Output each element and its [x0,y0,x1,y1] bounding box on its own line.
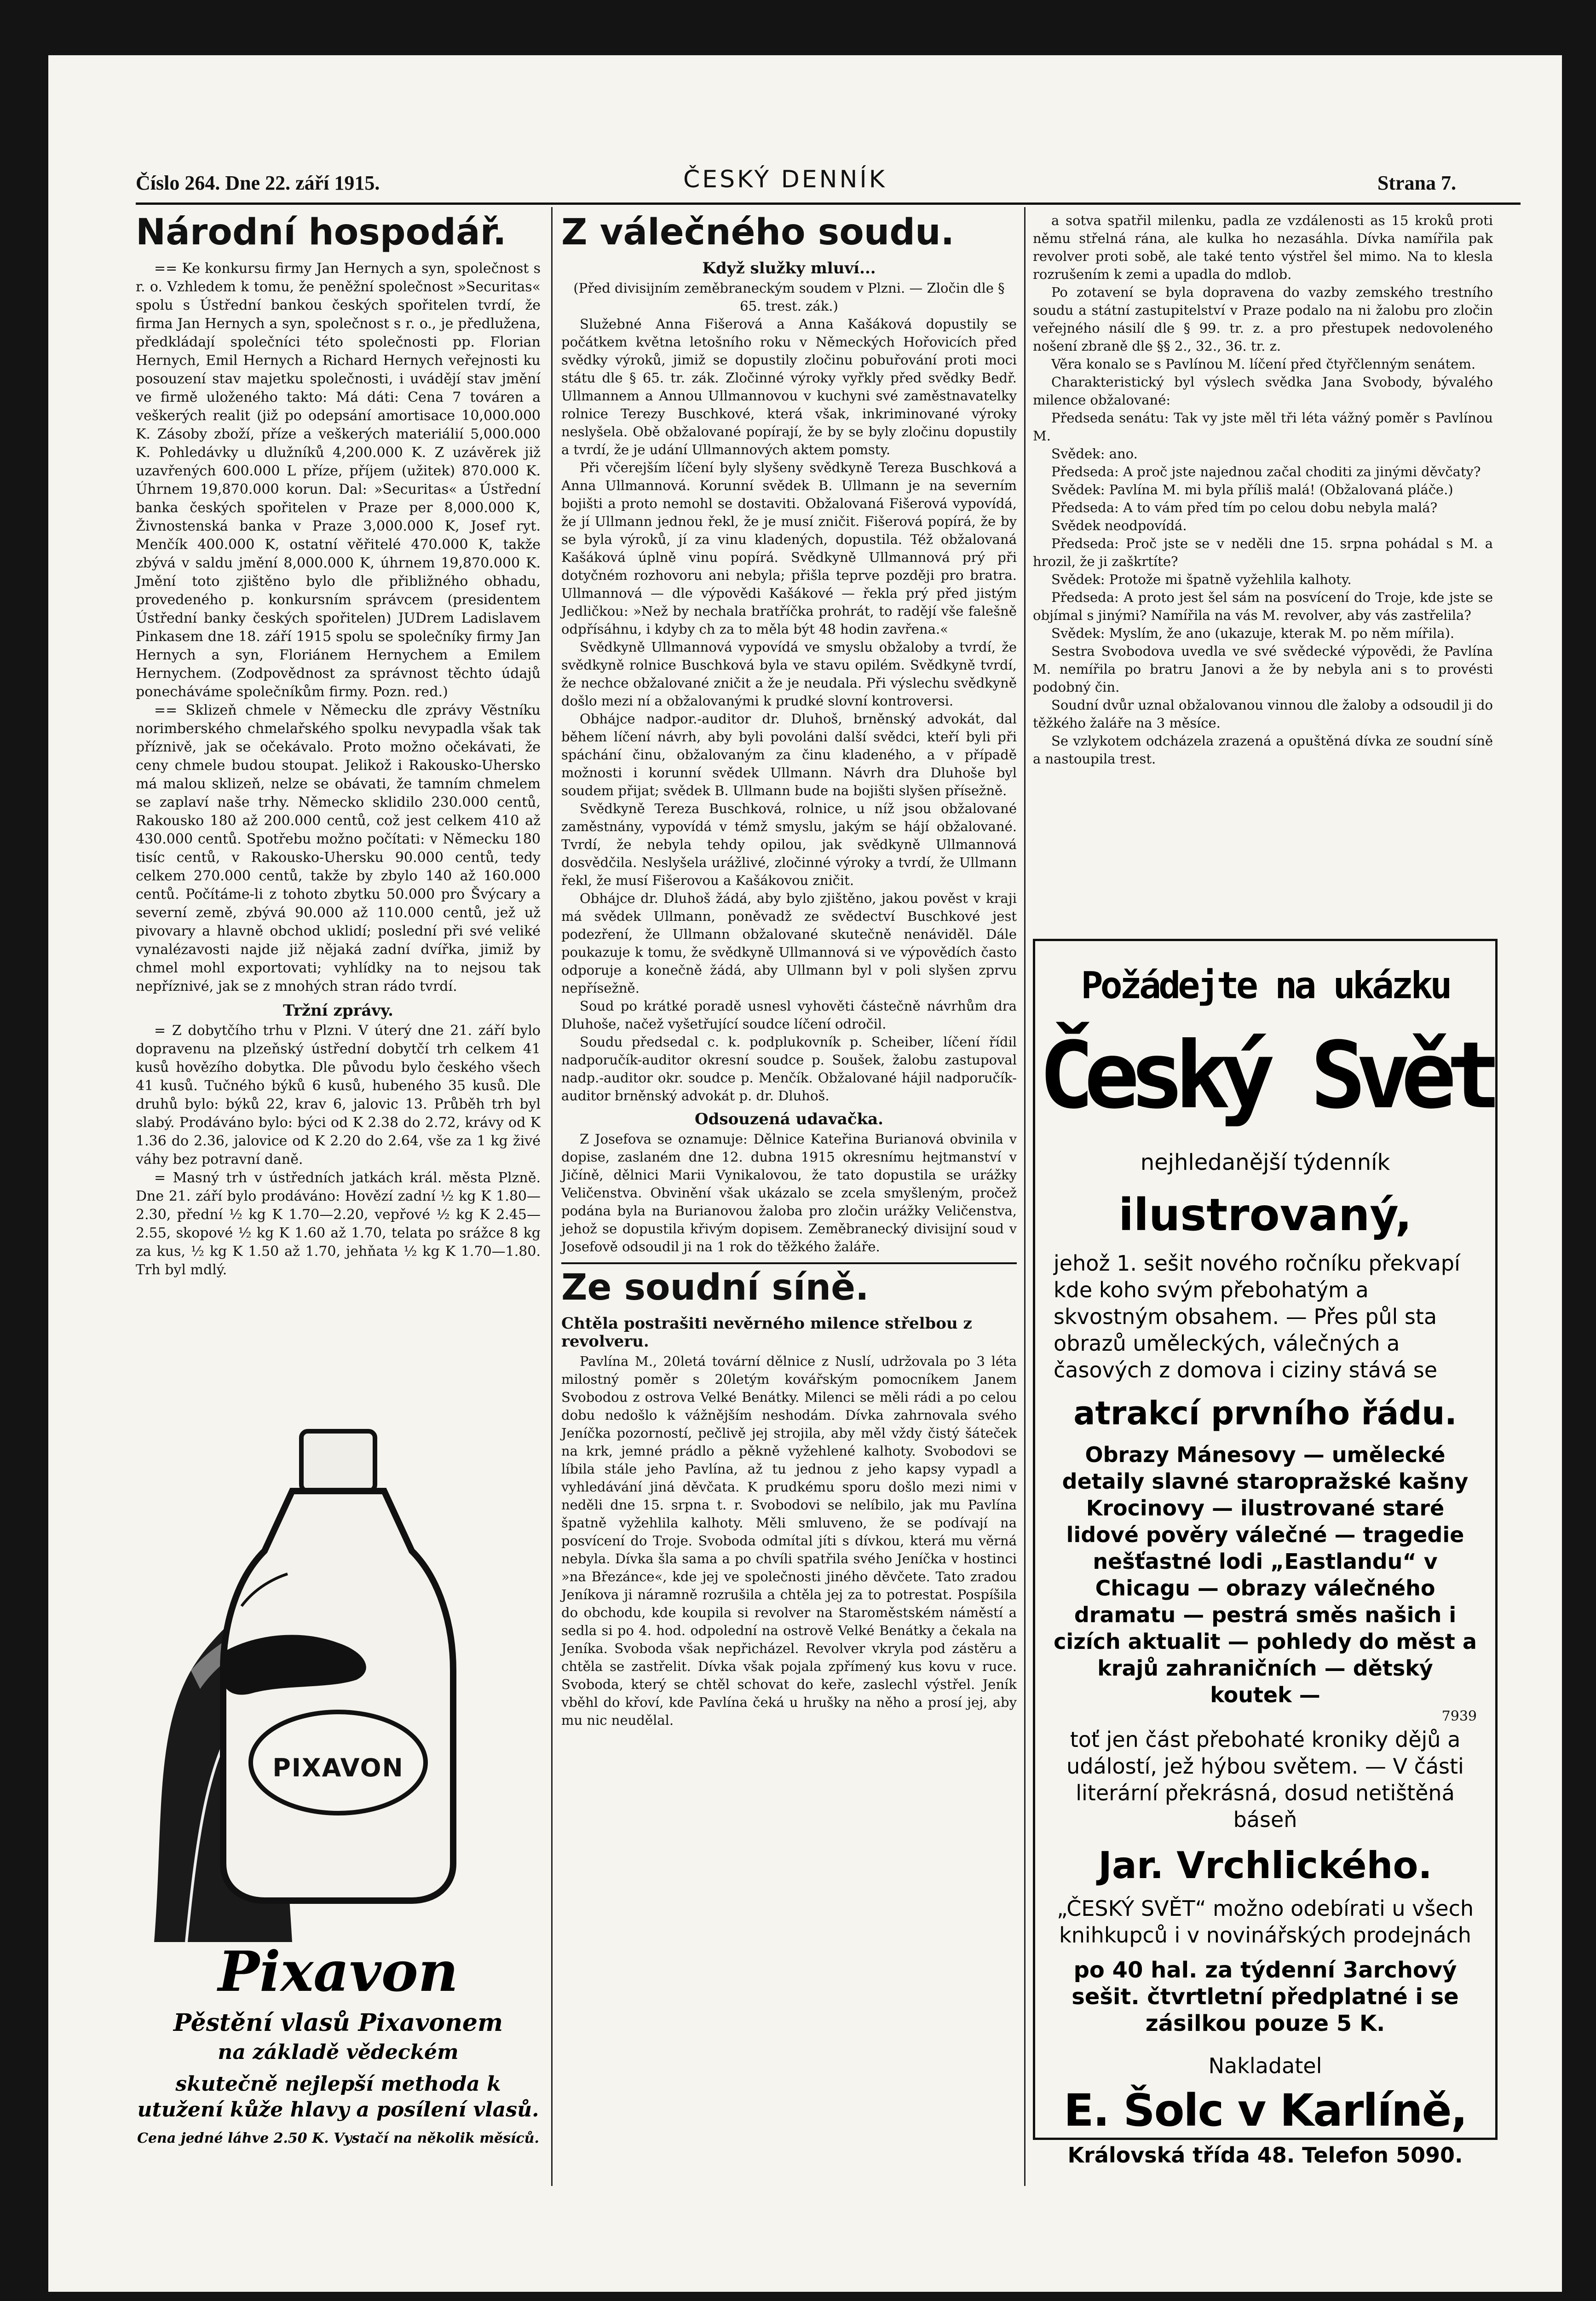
article-maids-p6: Obhájce dr. Dluhoš žádá, aby bylo zjištěno, jakou pověst v kraji má svědek Ullmann, poněvadž ze svědectví Buschkové jest podezření, že Ullmann obžalované skutečně nenáviděl. Dále poukazuje k tomu, že svědkyně Ullmannová si ve výpovědích často odporuje a konečně žádá, aby Ullmann byl v poli slyšen zprvu nepřísežně. [561,890,1017,996]
pixavon-brand: Pixavon [218,1939,459,2004]
newspaper-title: ČESKÝ DENNÍK [683,166,887,193]
article-hops: == Sklizeň chmele v Německu dle zprávy Věstníku norimberského chmelařského spolku nevypadla však tak příznivě, jak se očekávalo. Proto možno očekávati, že ceny chmele budou stoupat. Jelikož i Rakousko-Uhersko má malou sklizeň, nelze se obávati, že tamním chmelem se zaplaví naše trhy. Německo sklidilo 230.000 centů, Rakousko 180 až 200.000 centů, což jest celkem 410 až 430.000 centů. Spotřebu možno počítati: v Německu 180 tisíc centů, v Rakousko-Uhersku 90.000 centů, tedy celkem 270.000 centů, takže by zbylo 140 až 160.000 centů. Počítáme-li z tohoto zbytku 50.000 pro Švýcary a severní země, zbývá 90.000 až 110.000 centů, jež už pivovary a hlavně obchod uklidí; poslední při své veliké vynalézavosti najde již nějaká zadní dvířka, jimiž by chmel mohl exportovati; vyhlídky na to nejsou tak nepříznivé, jak se z mnohých stran rádo tvrdí. [136,702,541,994]
article-revolver-p7: Soudní dvůr uznal obžalovanou vinnou dle žaloby a odsoudil ji do těžkého žaláře na 3 měsíce. [1033,697,1493,731]
article-cattle-market: = Z dobytčího trhu v Plzni. V úterý dne 21. září bylo dopravenu na plzeňský ústřední dobytčí trh celkem 41 kusů hovězího dobytka. Dle původu bylo českého všech 41 kusů. Tučného býků 6 kusů, hubeného 35 kusů. Dle druhů bylo: býků 22, krav 6, jalovic 13. Průběh trh byl slabý. Prodáváno bylo: býci od K 2.38 do 2.72, krávy od K 1.36 do 2.36, jalovice od K 2.20 do 2.64, vše za 1 kg živé váhy bez potravní daně. [136,1023,541,1168]
newspaper-page [48,55,1562,2292]
column-divider [551,207,553,2186]
ad-issue-text: jehož 1. sešit nového ročníku překvapí kde koho svým přebohatým a skvostným obsahem. — Přes půl sta obrazů uměleckých, válečných a časových z domova i ciziny stává se [1054,1251,1460,1382]
article-revolver-p1: Pavlína M., 20letá tovární dělnice z Nuslí, udržovala po 3 léta milostný poměr s 20letým kovářským pomocníkem Janem Svobodou z ostrova Velké Benátky. Milenci se měli rádi a po celou dobu nedošlo k vážnějším neshodám. Dívka zahrnovala svého Jeníčka pozorností, pečlivě jej strojila, aby měl vždy čistý šáteček na krk, jemné prádlo a pěkně vyžehlené kalhoty. Svobodovi se líbila stále jeho Pavlína, až tu jednou z jeho kapsy vypadl a vyhledávání jiná děvčata. K prudkému sporu došlo mezi nimi v neděli dne 15. srpna t. r. Svobodovi se nelíbilo, jak mu Pavlína špatně vyžehlila kalhoty. Měli smluveno, že se podívají na posvícení do Troje. Svoboda odmítal jíti s dívkou, která mu věrná nebyla. Dívka šla sama a po chvíli spatřila svého Jeníčka v hostinci »na Březánce«, kde jej ve společnosti jiného děvčete. Tato zradou Jeníkova ji náramně rozrušila a chtěla jej za to potrestat. Pospíšila do obchodu, kde koupila si revolver na Staroměstském náměstí a sedla si po 4. hod. odpolední na ostrově Velké Benátky a čekala na Jeníka. Svoboda však nepřicházel. Revolver vkryla pod zástěru a chtěla se zastřelit. Dívka však pojala zpřímený kus kovu v ruce. Svoboda, který se chtěl schovat do keře, zaslechl výstřel. Jeník vběhl do křoví, kde Pavlína čeká u hrušky na něho a prosí jej, aby mu nic neudělal. [561,1353,1017,1728]
article-hernych: == Ke konkursu firmy Jan Hernych a syn, společnost s r. o. Vzhledem k tomu, že peněžní společnost »Securitas« spolu s Ústřední bankou českých spořitelen tvrdí, že firma Jan Hernych a syn, společnost s r. o., je předlužena, předkládají společníci této společnosti pp. Florian Hernych, Emil Hernych a Richard Hernych veřejnosti ku posouzení stav majetku společnosti, i uvádějí stav jmění ve firmě uloženého takto: Má dáti: Cena 7 továren a veškerých realit (již po odepsání amortisace 10,000.000 K. Zásoby zboží, příze a veškerých materiálií 5,000.000 K. Pohledávky u dlužníků 4,200.000 K. Z uzávěrek již uzavřených 600.000 L příze, příjem (užitek) 870.000 K. Úhrnem 19,870.000 korun. Dal: »Securitas« a Ústřední banka českých spořitelen v Praze per 8,000.000 K, Živnostenská banka v Praze 3,000.000 K, Josef ryt. Menčík 400.000 K, ostatní věřitelé 470.000 K, takže zbývá v saldu jmění 8,000.000 K, úhrnem 19,870.000 K. Jmění toto zjištěno bylo dle přibližného obhadu, provedeného p. konkursním správcem (presidentem Ústřední banky českých spořitelen) JUDrem Ladislavem Pinkasem dne 18. září 1915 spolu se společníky firmy Jan Hernych a syn, Floriánem Hernychem a Emilem Hernychem. (Zodpovědnost za správnost těchto údajů ponecháváme společníkům firmy. Pozn. red.) [136,260,541,700]
ad-distribution: „ČESKÝ SVĚT“ možno odebírati u všech knihkupců i v novinářských prodejnách [1056,1896,1474,1948]
ad-illustrated: ilustrovaný, [1118,1189,1412,1241]
ad-publisher-name: E. Šolc v Karlíně, [1063,2085,1467,2136]
article-revolver-p6: Sestra Svobodova uvedla ve své svědecké výpovědi, že Pavlína M. nemířila po bratru Janovi a že by nebyla ani s to provésti podobný čin. [1033,643,1493,695]
ad-chronicle: toť jen část přebohaté kroniky dějů a událostí, jež hýbou světem. — V části literární překrásná, dosud netištěná báseň [1066,1727,1464,1832]
ad-headline: Požádejte na ukázku [1081,964,1450,1007]
column-divider [1024,207,1026,2186]
section-title-court-room: Ze soudní síně. [561,1267,869,1308]
ad-publisher-label: Nakladatel [1208,2053,1322,2078]
dialogue-line: Předseda: A proto jest šel sám na posvícení do Troje, kde jste se objímal s jinými? Namířila na vás M. revolver, aby vás zastřelila? [1033,590,1493,623]
section-divider [561,1262,1017,1264]
pixavon-scientific: na základě vědeckém [218,2041,459,2064]
market-reports-heading: Tržní zprávy. [283,1001,393,1020]
article-revolver-p8: Se vzlykotem odcházela zrazená a opuštěná dívka ze soudní síně a nastoupila trest. [1033,733,1493,767]
dialogue-line: Předseda: Proč jste se v neděli dne 15. srpna pohádal s M. a hrozil, že ji zaškrtíte? [1033,536,1493,569]
article-maids-p1: Služebné Anna Fišerová a Anna Kašáková dopustily se počátkem května letošního roku v Německých Hořovicích před svědky výroků, jimiž se dopustily zločinu pobuřování proti moci státu dle § 65. tr. zák. Zločinné výroky vyřkly před svědky Bedř. Ullmannem a Annou Ullmannovou v kuchyni své zaměstnavatelky rolnice Terezy Buschkové, která však, inkriminované výroky neslyšela. Obě obžalované popírají, že by se byly zločinu dopustily a tvrdí, že je udání Ullmannových aktem pomsty. [561,316,1017,457]
dialogue-line: Předseda senátu: Tak vy jste měl tři léta vážný poměr s Pavlínou M. [1033,410,1493,444]
article-maids-p7: Soud po krátké poradě usnesl vyhověti částečně návrhům dra Dluhoše, načež vyšetřující soudce líčení odročil. [561,998,1017,1032]
section-title-war-court: Z válečného soudu. [561,212,955,253]
article-maids-p4: Obhájce nadpor.-auditor dr. Dluhoš, brněnský advokát, dal během líčení návrh, aby byli povoláni další svědci, kteří byli při spáchání činu, obžalovaným za činu kladeného, a v případě možnosti i korunní svědek Ullmann. Návrh dra Dluhoše byl soudem přijat; svědek B. Ullmann bude na bojišti slyšen přísežně. [561,711,1017,798]
issue-date: Číslo 264. Dne 22. září 1915. [136,172,380,194]
article-revolver-p4: Věra konalo se s Pavlínou M. líčení před čtyřčlenným senátem. [1051,356,1476,372]
article-maids-p8: Soudu předsedal c. k. podplukovník p. Scheiber, líčení řídil nadporučík-auditor okresní soudce p. Soušek, žalobu zastupoval nadp.-auditor okr. soudce p. Menčík. Obžalované hájil nadporučík-auditor brněnský advokát p. dr. Dluhoš. [561,1034,1017,1104]
column-court [561,212,1017,2200]
column-economy [136,212,541,1408]
court-note: (Před divisijním zeměbraneckým soudem v Plzni. — Zločin dle § 65. trest. zák.) [573,280,1005,314]
article-maids-p2: Při včerejším líčení byly slyšeny svědkyně Tereza Buschková a Anna Ullmannová. Korunní svědek B. Ullmann je na severním bojišti a proto nemohl se dostaviti. Obžalovaná Fišerová vypovídá, že jí Ullmann jednou řekl, že je musí zničit. Fišerová popírá, že by se byla výroků, jí za vinu kladených, dopustila. Též obžalovaná Kašáková úplně vinu popírá. Svědkyně Ullmannová prý při dotyčném rozhovoru ani nebyla; přišla teprve později pro bratra. Ullmannová — dle výpovědi Kašákové — řekla prý před jistým Jedličkou: »Než by nechala bratříčka prohrát, to radějí vše falešně odpřísáhnu, i kdyby ch za to měla být 48 hodin zavřena.« [561,460,1017,637]
section-title-economy: Národní hospodář. [136,212,507,253]
ad-address: Královská třída 48. Telefon 5090. [1067,2143,1463,2168]
header-divider [136,202,1521,205]
dialogue-line: Svědek: ano. [1051,446,1138,462]
dialogue-line: Svědek neodpovídá. [1051,518,1187,533]
article-revolver-p2: a sotva spatřil milenku, padla ze vzdálenosti as 15 kroků proti němu střelná rána, ale kulka ho nezasáhla. Dívka namířila pak revolver proti sobě, ale také tento výstřel šel mimo. Na to klesla rozrušením k zemi a upadla do mdlob. [1033,213,1493,282]
pixavon-price: Cena jedné láhve 2.50 K. Vystačí na několik měsíců. [137,2130,539,2146]
article-revolver-p5: Charakteristický byl výslech svědka Jana Svobody, bývalého milence obžalované: [1033,374,1493,408]
dialogue-line: Předseda: A proč jste najednou začal choditi za jinými děvčaty? [1051,464,1481,480]
ad-contents: Obrazy Mánesovy — umělecké detaily slavné staropražské kašny Krocinovy — ilustrované staré lidové pověry válečné — tragedie nešťastné lodi „Eastlandu“ v Chicagu — obrazy válečného dramatu — pestrá směs našich i cizích aktualit — pohledy do měst a krajů zahraničních — dětský koutek — [1054,1442,1477,1707]
ad-magazine-name: Český Svět [1038,1022,1492,1129]
ad-price: po 40 hal. za týdenní 3archový sešit. čtvrtletní předplatné i se zásilkou pouze 5 K. [1072,1957,1459,2036]
article-informer: Z Josefova se oznamuje: Dělnice Kateřina Burianová obvinila v dopise, zaslaném dne 12. dubna 1915 okresnímu hejtmanství v Jičíně, dělnici Marii Vynikalovou, že tato dopustila se urážky Veličenstva. Obvinění však ukázalo se zcela smyšleným, pročež podána byla na Burianovou žaloba pro zločin urážky Veličenstva, jehož se dopustila křivým dopisem. Zeměbranecký divisijní soud v Josefově odsoudil ji na 1 rok do těžkého žaláře. [561,1131,1017,1255]
pixavon-slogan: Pěstění vlasů Pixavonem [173,2009,503,2037]
dialogue-line: Předseda: A to vám před tím po celou dobu nebyla malá? [1051,500,1438,515]
ad-code: 7939 [1441,1708,1477,1724]
pixavon-claim: skutečně nejlepší methoda k utužení kůže hlavy a posílení vlasů. [137,2072,539,2122]
column-court-continued [1033,212,1493,930]
ad-attraction: atrakcí prvního řádu. [1073,1394,1457,1432]
article-maids-p3: Svědkyně Ullmannová vypovídá ve smyslu obžaloby a tvrdí, že svědkyně rolnice Buschková byla ve stavu opilém. Svědkyně tvrdí, že nechce obžalované zničit a že je neudala. Při výslechu svědkyně došlo mezi ní a obžalovanými k prudké slovní kontroversi. [561,639,1017,709]
ad-subtitle: nejhledanější týdenník [1140,1150,1390,1175]
pixavon-advertisement [136,1413,541,2195]
dialogue-line: Svědek: Pavlína M. mi byla příliš malá! (Obžalovaná pláče.) [1051,482,1453,497]
page-number: Strana 7. [1377,172,1456,194]
ad-poet: Jar. Vrchlického. [1098,1844,1432,1887]
article-revolver-p3: Po zotavení se byla dopravena do vazby zemského trestního soudu a státní zastupitelství v Praze podalo na ni žalobu pro zločin veřejného násilí dle § 99. tr. z. a pro přestupek nedovoleného nošení zbraně dle §§ 2., 32., 36. tr. z. [1033,284,1493,354]
cesky-svet-advertisement [1033,939,1498,2168]
article-heading-maids: Když služky mluví... [702,259,876,278]
article-heading-revolver: Chtěla postrašiti nevěrného milence střelbou z revolveru. [561,1314,972,1351]
hand-holding-bottle-illustration [136,1413,541,1942]
article-heading-informer: Odsouzená udavačka. [695,1110,883,1128]
dialogue-line: Svědek: Myslím, že ano (ukazuje, kterak M. po něm mířila). [1051,625,1455,641]
bottle-label: PIXAVON [272,1753,404,1782]
article-maids-p5: Svědkyně Tereza Buschková, rolnice, u níž jsou obžalované zaměstnány, vypovídá v témž smyslu, jakým se hájí obžalované. Tvrdí, že nebyla tehdy opilou, jak svědkyně Ullmannová dosvědčila. Neslyšela urážlivé, zločinné výroky a tvrdí, že Ullmann řekl, že musí Fišerovou a Kašákovou zničit. [561,801,1017,888]
dialogue-line: Svědek: Protože mi špatně vyžehlila kalhoty. [1051,572,1352,587]
article-meat-market: = Masný trh v ústředních jatkách král. města Plzně. Dne 21. září bylo prodáváno: Hovězí zadní ½ kg K 1.80—2.30, přední ½ kg K 1.70—2.20, vepřové ½ kg K 2.45—2.55, skopové ½ kg K 1.60 až 1.70, telata po srážce 8 kg za kus, ½ kg K 1.50 až 1.70, jehňata ½ kg K 1.70—1.80. Trh byl mdlý. [136,1170,541,1278]
